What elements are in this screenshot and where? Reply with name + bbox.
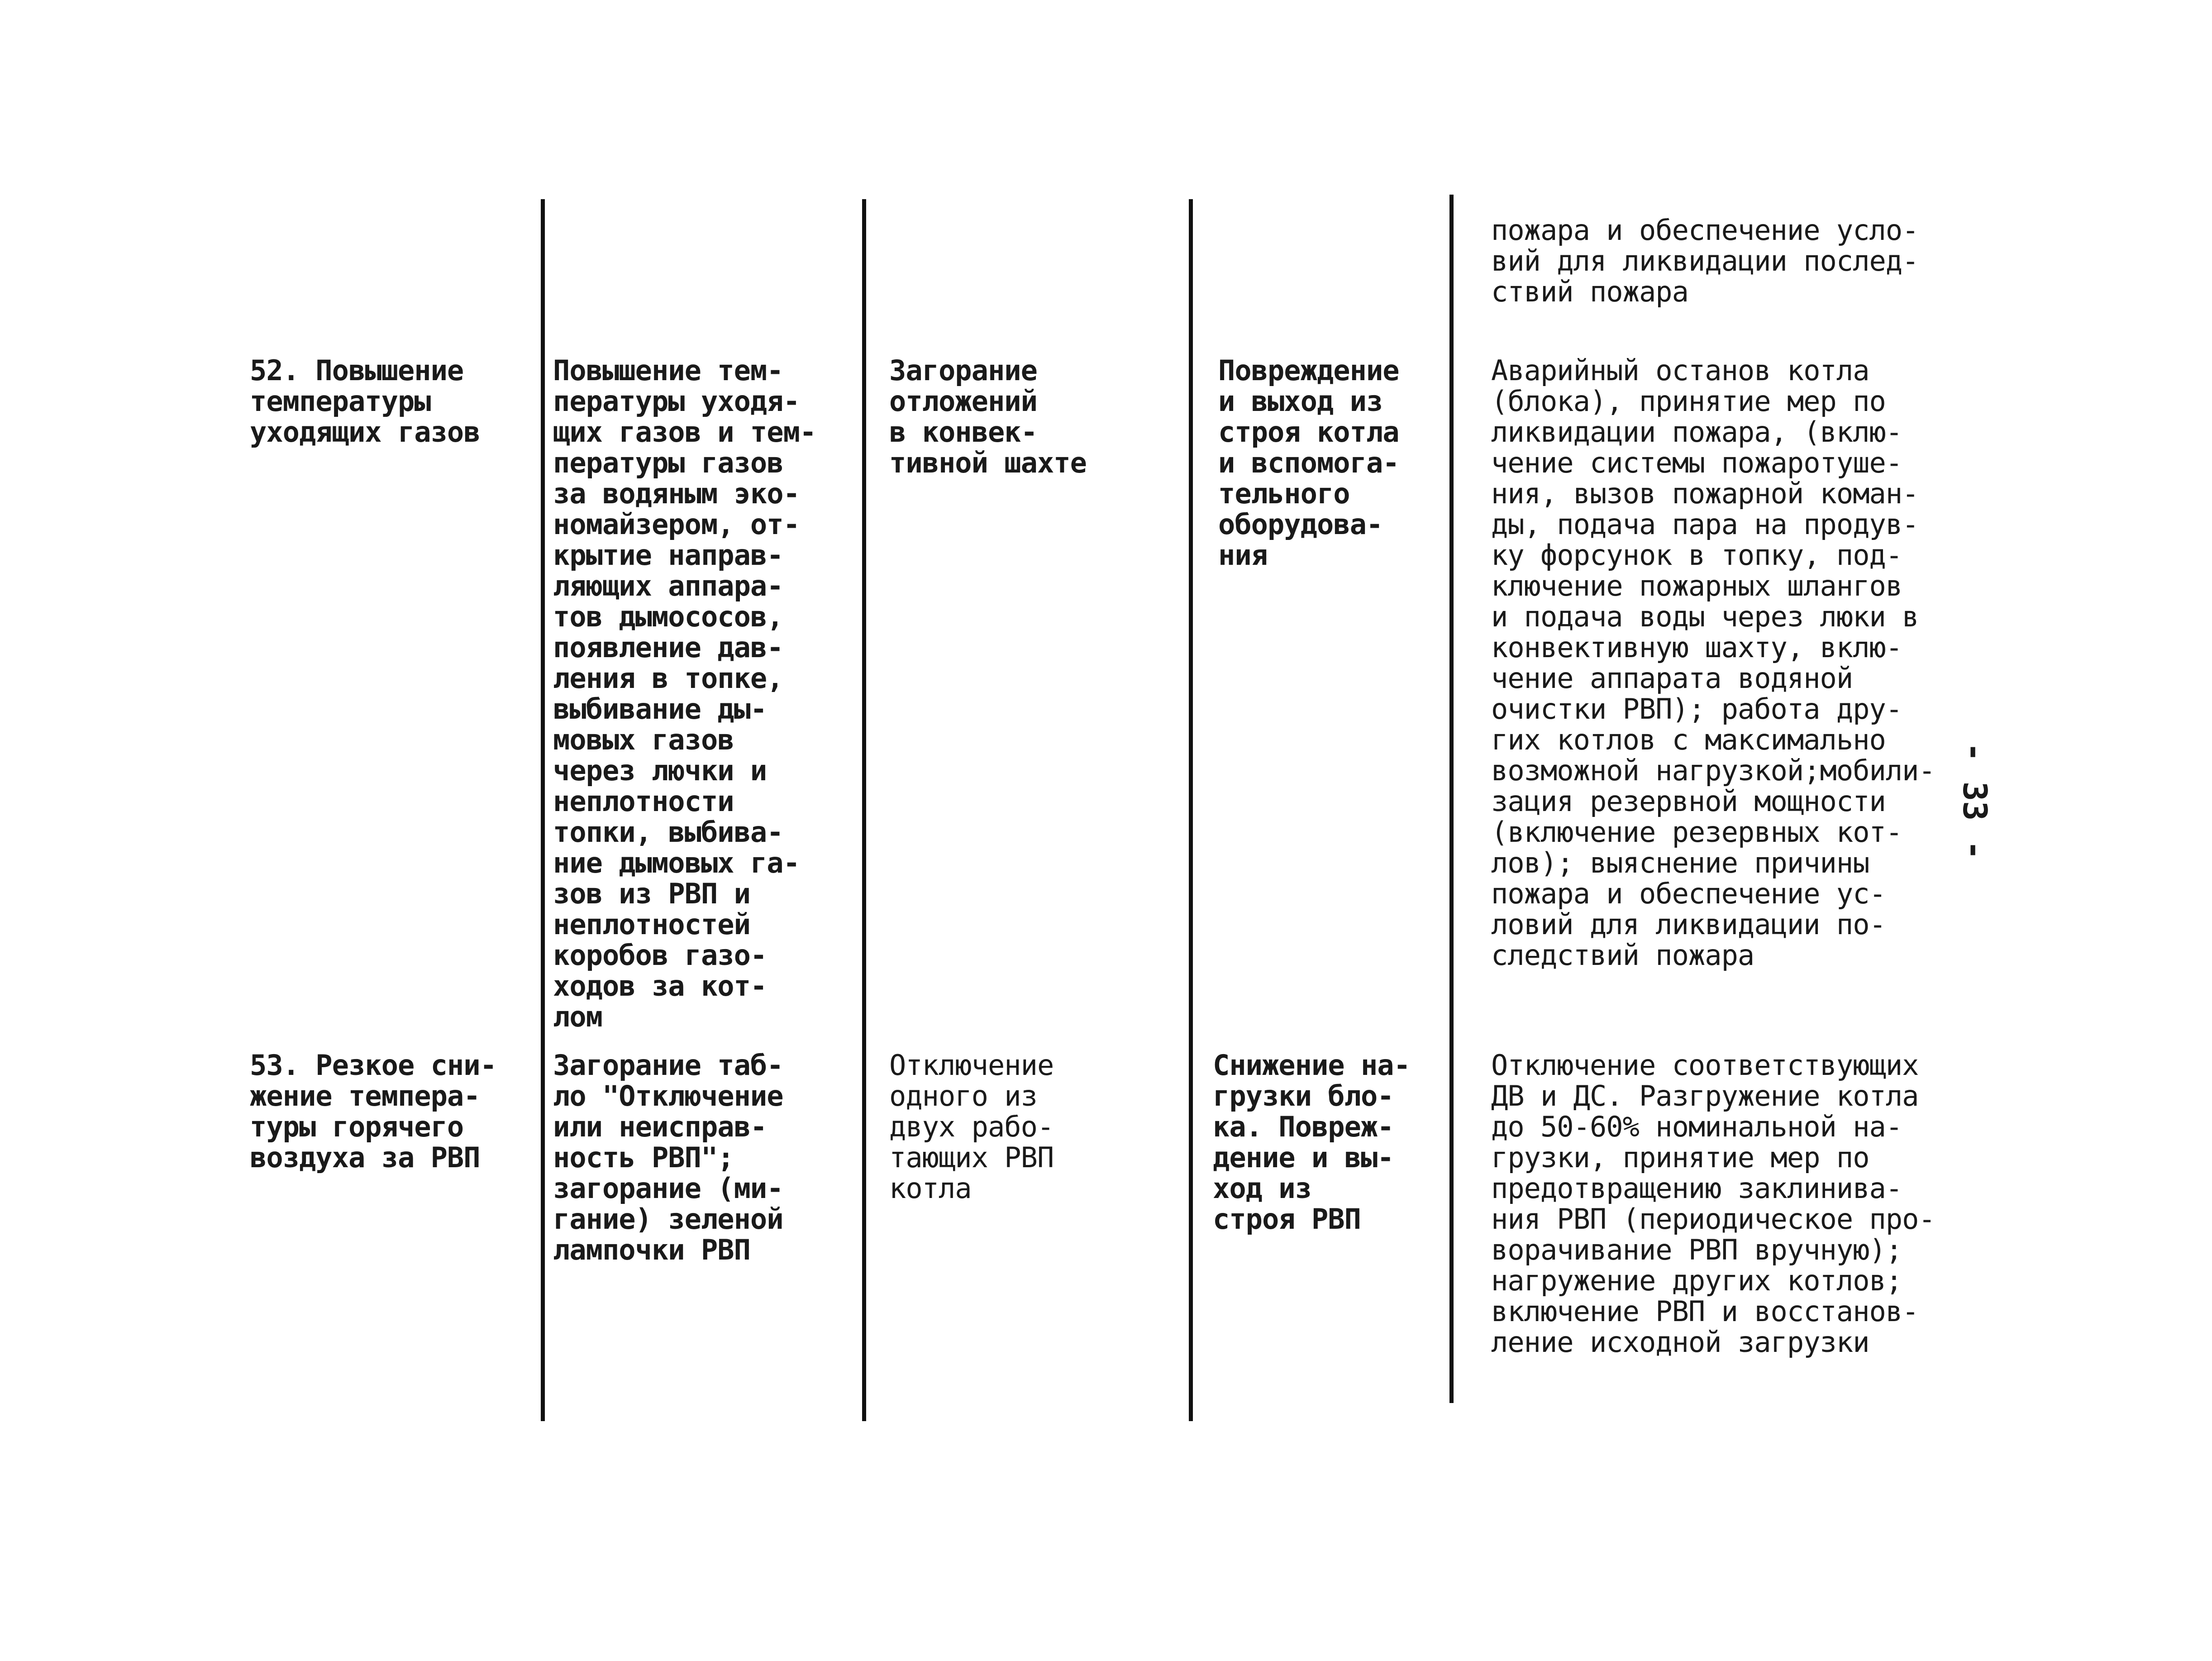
row-53-signs: Загорание таб- ло "Отключение или неисправ- ность РВП"; загорание (ми- гание) зеленой лампочки РВП	[553, 1049, 783, 1266]
row-52-consequence: Повреждение и выход из строя котла и вспомога- тельного оборудова- ния	[1218, 354, 1399, 572]
row-52-cause: Загорание отложений в конвек- тивной шахте	[889, 354, 1087, 479]
row-53-cause: Отключение одного из двух рабо- тающих РВП котла	[889, 1049, 1054, 1205]
row-53-actions: Отключение соответствующих ДВ и ДС. Разгружение котла до 50-60% номинальной на- грузки, принятие мер по предотвращению заклинива- ния РВП (периодическое про- ворачивание РВП вручную); нагружение других котлов; включение РВП и восстанов- ление исходной загрузки	[1491, 1049, 1935, 1359]
page-number: - 33 -	[1956, 742, 1994, 860]
row-52-signs: Повышение тем- пературы уходя- щих газов и тем- пературы газов за водяным эко- номайзером, от- крытие направ- ляющих аппара- тов дымососов, появление дав- ления в топке, выбивание ды- мовых газов через лючки и неплотности топки, выбива- ние дымовых га- зов из РВП и неплотностей коробов газо- ходов за кот- лом	[553, 354, 816, 1033]
row-52-actions: Аварийный останов котла (блока), принятие мер по ликвидации пожара, (вклю- чение системы пожаротуше- ния, вызов пожарной коман- ды, подача пара на продув- ку форсунок в топку, под- ключение пожарных шлангов и подача воды через люки в конвективную шахту, вклю- чение аппарата водяной очистки РВП); работа дру- гих котлов с максимально возможной нагрузкой;мобили- зация резервной мощности (включение резервных кот- лов); выяснение причины пожара и обеспечение ус- ловий для ликвидации по- следствий пожара	[1491, 354, 1935, 972]
column-divider-1	[541, 199, 545, 1421]
column-divider-3	[1189, 199, 1193, 1421]
row-0-actions: пожара и обеспечение усло- вий для ликвидации послед- ствий пожара	[1491, 214, 1919, 308]
row-53-event: 53. Резкое сни- жение темпера- туры горячего воздуха за РВП	[250, 1049, 496, 1174]
column-divider-2	[862, 199, 866, 1421]
column-divider-4	[1449, 195, 1454, 1403]
row-53-consequence: Снижение на- грузки бло- ка. Повреж- дение и вы- ход из строя РВП	[1213, 1049, 1410, 1236]
row-52-event: 52. Повышение температуры уходящих газов	[250, 354, 480, 449]
